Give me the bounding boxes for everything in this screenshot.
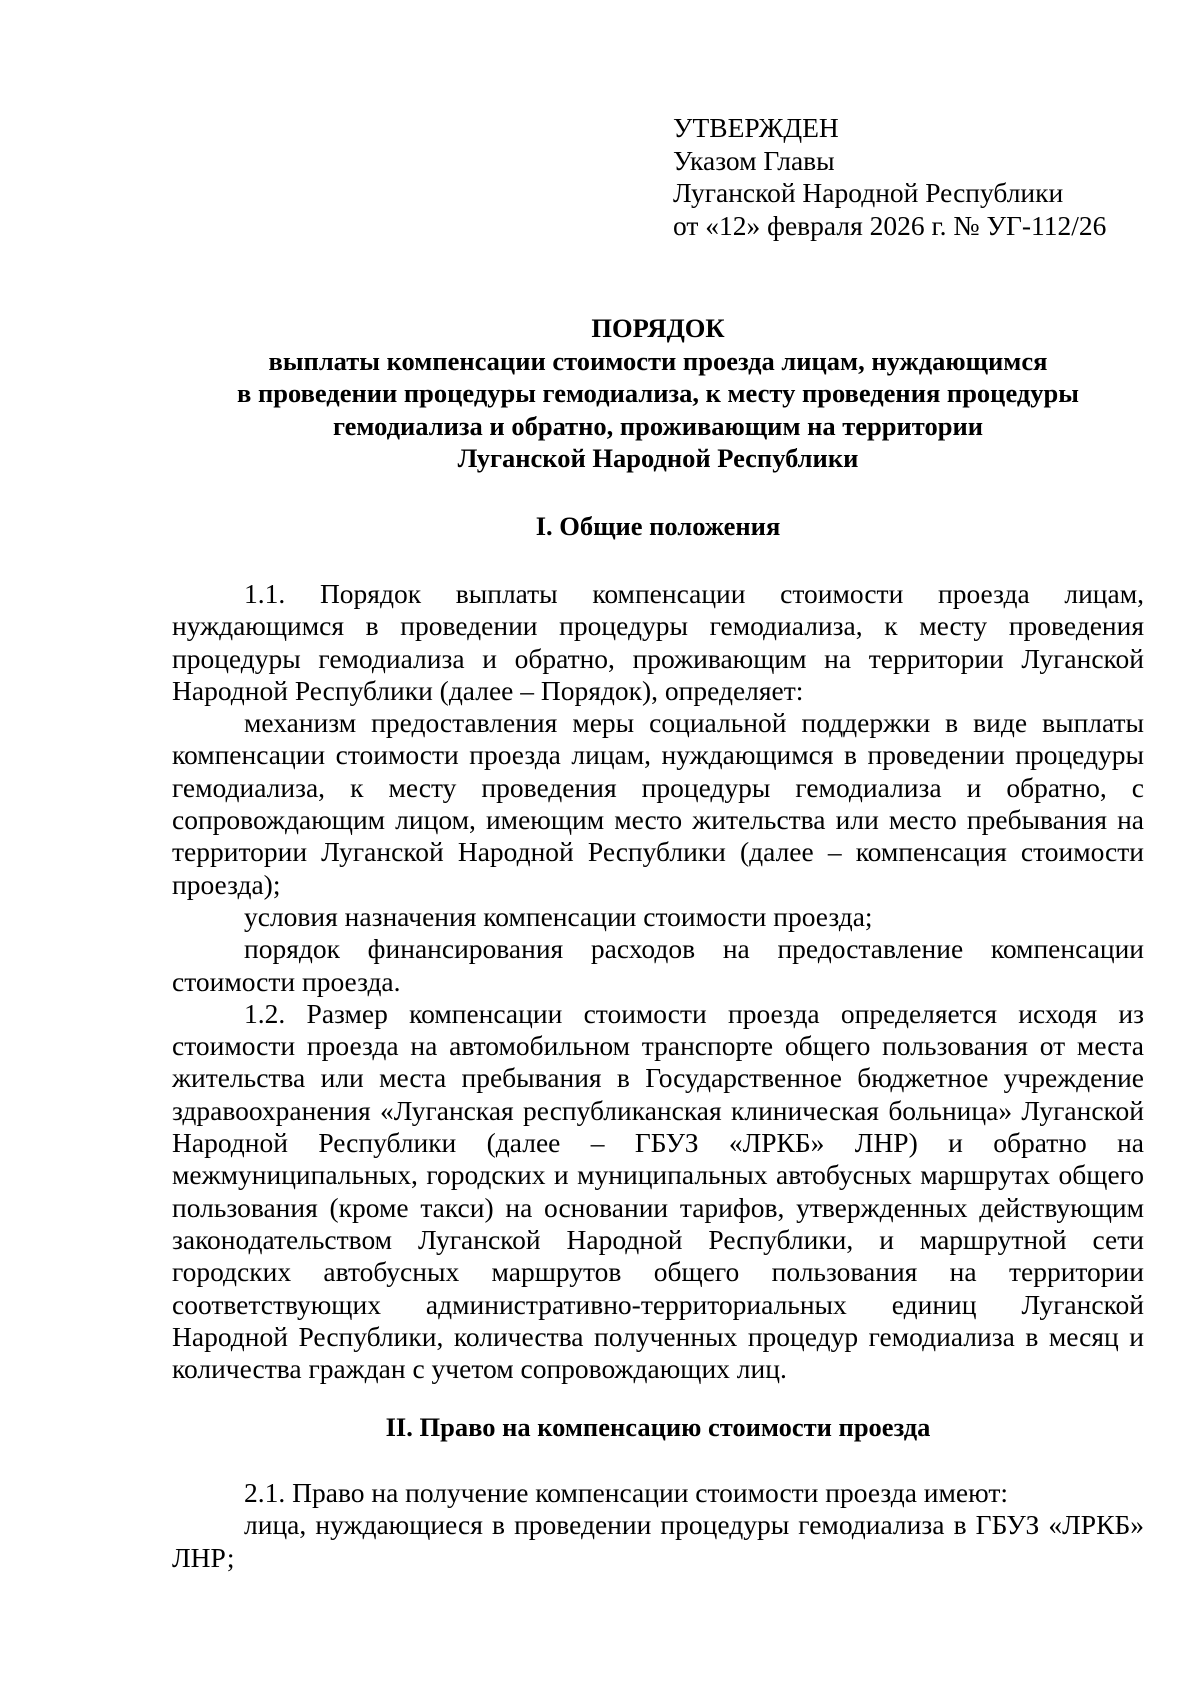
paragraph-eligible-persons: лица, нуждающиеся в проведении процедуры гемодиализа в ГБУЗ «ЛРКБ» ЛНР; <box>172 1509 1144 1573</box>
paragraph-conditions: условия назначения компенсации стоимости проезда; <box>244 900 873 932</box>
section-2-heading: II. Право на компенсацию стоимости проезда <box>385 1412 931 1442</box>
approval-decree: Указом Главы <box>673 144 835 176</box>
section-1-heading: I. Общие положения <box>535 511 781 541</box>
title-line-3: гемодиализа и обратно, проживающим на территории <box>332 410 983 441</box>
approval-approved: УТВЕРЖДЕН <box>673 112 839 143</box>
approval-republic: Луганской Народной Республики <box>673 177 1064 208</box>
document-title <box>172 312 1144 475</box>
title-line-1: выплаты компенсации стоимости проезда лицам, нуждающимся <box>268 345 1048 376</box>
paragraph-1-1: 1.1. Порядок выплаты компенсации стоимости проезда лицам, нуждающимся в проведении процедуры гемодиализа, к месту проведения процедуры гемодиализа и обратно, проживающим на территории Луганской Народной Республики (далее – Порядок), определяет: <box>172 578 1144 706</box>
approval-stamp <box>673 112 1106 242</box>
paragraph-mechanism: механизм предоставления меры социальной поддержки в виде выплаты компенсации стоимости проезда лицам, нуждающимся в проведении процедуры гемодиализа, к месту проведения процедуры гемодиализа и обратно, с сопровождающим лицом, имеющим место жительства или место пребывания на территории Луганской Народной Республики (далее – компенсация стоимости проезда); <box>172 707 1144 900</box>
approval-date-number: от «12» февраля 2026 г. № УГ-112/26 <box>673 209 1107 241</box>
title-line-4: Луганской Народной Республики <box>457 443 859 473</box>
section-2-body <box>172 1477 1144 1574</box>
title-main: ПОРЯДОК <box>591 313 725 343</box>
paragraph-financing: порядок финансирования расходов на предоставление компенсации стоимости проезда. <box>172 933 1144 997</box>
section-1-body <box>172 578 1144 1385</box>
paragraph-1-2: 1.2. Размер компенсации стоимости проезда определяется исходя из стоимости проезда на автомобильном транспорте общего пользования от места жительства или места пребывания в Государственное бюджетное учреждение здравоохранения «Луганская республиканская клиническая больница» Луганской Народной Республики (далее – ГБУЗ «ЛРКБ» ЛНР) и обратно на межмуниципальных, городских и муниципальных автобусных маршрутах общего пользования (кроме такси) на основании тарифов, утвержденных действующим законодательством Луганской Народной Республики, и маршрутной сети городских автобусных маршрутов общего пользования на территории соответствующих административно-территориальных единиц Луганской Народной Республики, количества полученных процедур гемодиализа в месяц и количества граждан с учетом сопровождающих лиц. <box>172 997 1144 1385</box>
paragraph-2-1: 2.1. Право на получение компенсации стоимости проезда имеют: <box>244 1477 1008 1508</box>
title-line-2: в проведении процедуры гемодиализа, к месту проведения процедуры <box>237 378 1079 408</box>
